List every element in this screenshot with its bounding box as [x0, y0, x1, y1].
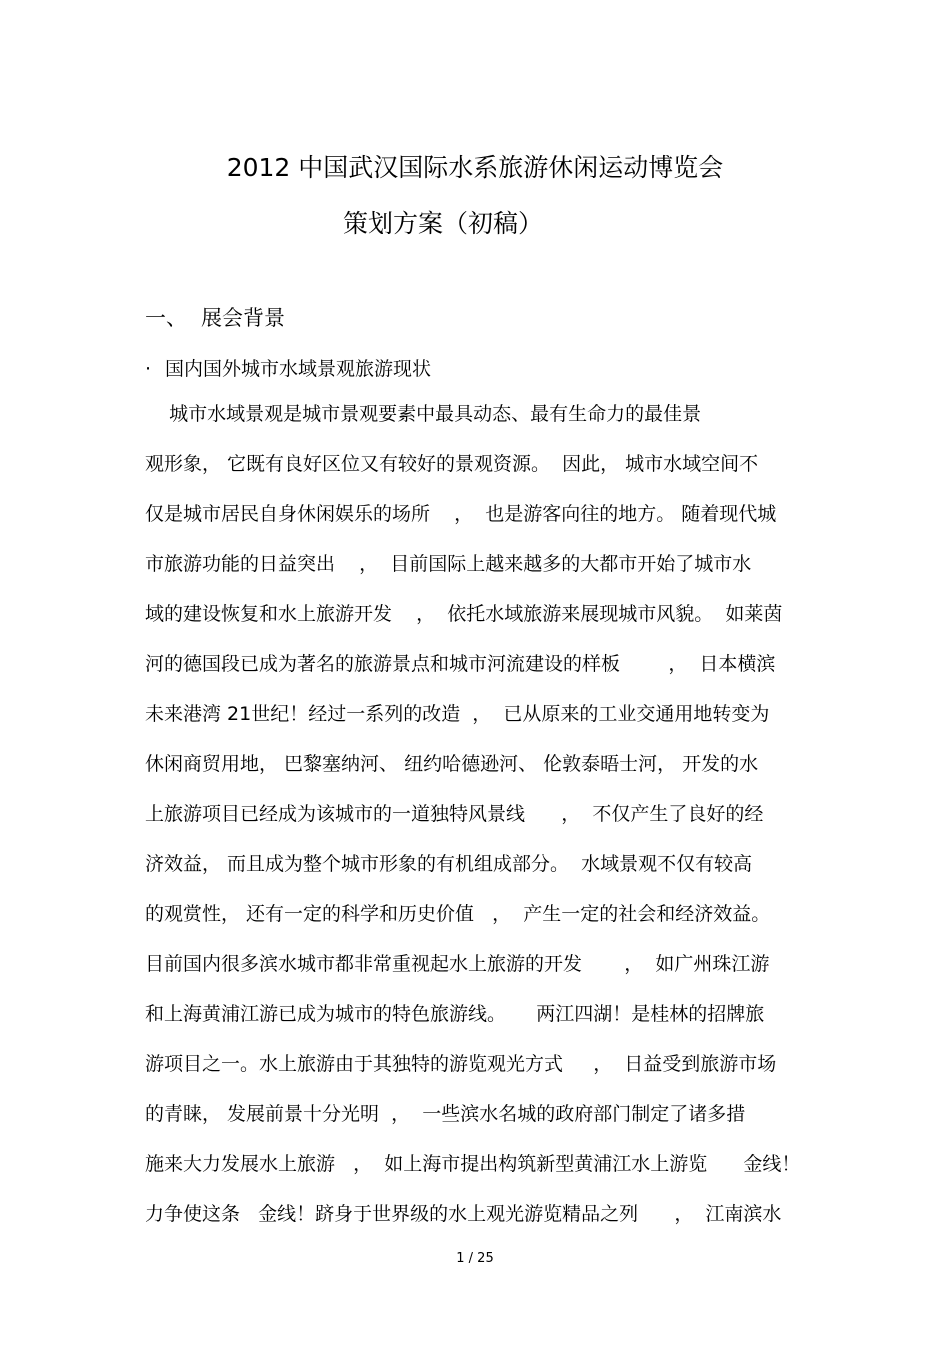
- text-line: 城市水域景观是城市景观要素中最具动态、最有生命力的最佳景: [145, 403, 702, 425]
- text-line: 施来大力发展水上旅游 ， 如上海市提出构筑新型黄浦江水上游览 金线！: [145, 1153, 801, 1175]
- text-line: 游项目之一。水上旅游由于其独特的游览观光方式 ， 日益受到旅游市场: [145, 1053, 777, 1075]
- text-line: 市旅游功能的日益突出 ， 目前国际上越来越多的大都市开始了城市水: [145, 553, 752, 575]
- text-line: 域的建设恢复和水上旅游开发 ， 依托水域旅游来展现城市风貌。 如莱茵: [145, 603, 783, 625]
- text-line: 观形象， 它既有良好区位又有较好的景观资源。 因此， 城市水域空间不: [145, 453, 759, 475]
- text-line: 休闲商贸用地， 巴黎塞纳河、 纽约哈德逊河、 伦敦泰晤士河， 开发的水: [145, 753, 759, 775]
- text-line: 未来港湾 21世纪！经过一系列的改造 ， 已从原来的工业交通用地转变为: [145, 703, 770, 725]
- section-number: 一、: [145, 306, 187, 330]
- subsection-heading: [145, 354, 431, 381]
- text-line: 和上海黄浦江游已成为城市的特色旅游线。 两江四湖！是桂林的招牌旅: [145, 1003, 765, 1025]
- bullet-icon: ·: [145, 358, 152, 380]
- document-title: 2012 中国武汉国际水系旅游休闲运动博览会: [226, 153, 724, 182]
- subsection-title: 国内国外城市水域景观旅游现状: [165, 358, 432, 380]
- document-subtitle: 策划方案（初稿）: [343, 209, 544, 238]
- text-line: 的观赏性， 还有一定的科学和历史价值 ， 产生一定的社会和经济效益。: [145, 903, 771, 925]
- text-line: 河的德国段已成为著名的旅游景点和城市河流建设的样板 ， 日本横滨: [145, 653, 776, 675]
- section-heading: [145, 302, 285, 332]
- text-line: 仅是城市居民自身休闲娱乐的场所 ， 也是游客向往的地方。 随着现代城: [145, 503, 777, 525]
- body-text: [145, 396, 825, 1246]
- page-indicator: 1 / 25: [456, 1251, 494, 1266]
- text-line: 目前国内很多滨水城市都非常重视起水上旅游的开发 ， 如广州珠江游: [145, 953, 770, 975]
- section-title: 展会背景: [201, 306, 285, 330]
- text-line: 的青睐， 发展前景十分光明 ， 一些滨水名城的政府部门制定了诸多措: [145, 1103, 746, 1125]
- text-line: 力争使这条 金线！跻身于世界级的水上观光游览精品之列 ， 江南滨水: [145, 1203, 782, 1225]
- text-line: 上旅游项目已经成为该城市的一道独特风景线 ， 不仅产生了良好的经: [145, 803, 764, 825]
- text-line: 济效益， 而且成为整个城市形象的有机组成部分。 水域景观不仅有较高: [145, 853, 753, 875]
